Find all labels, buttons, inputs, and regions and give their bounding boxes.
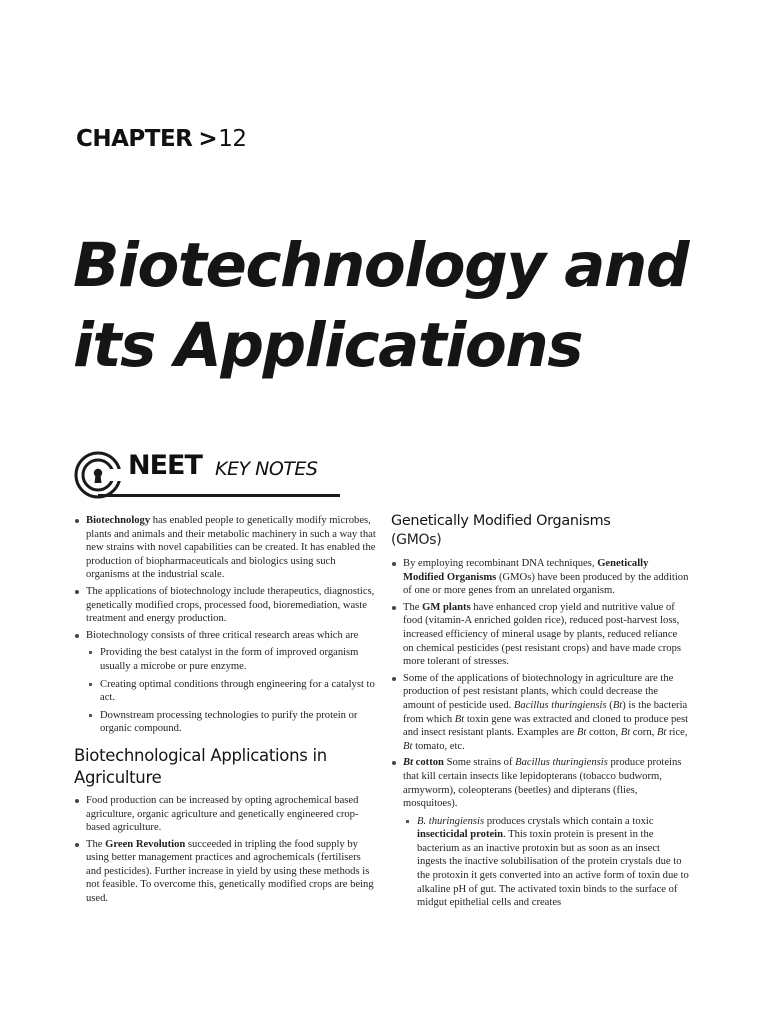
list-item: B. thuringiensis produces crystals which contain a toxic insecticidal protein. This toxin protein is present in the bacterium as an inactive protoxin but as soon as an insect ingests the inactive solubilisation of the protein crystals due to the protoxin it gets converted into an active form of toxin due to alkaline pH of gut. The activated toxin binds to the surface of midgut epithelial cells and creates <box>403 815 690 910</box>
list-item: The Green Revolution succeeded in tripling the food supply by using better management practices and agrochemicals (fertilisers and pesticides). Further increase in yield by using these methods is not feasible. To overcome this, genetically modified crops are being used. <box>74 838 376 906</box>
neet-label: NEET <box>128 450 202 481</box>
section-heading-agriculture: Biotechnological Applications in Agriculture <box>74 745 327 787</box>
bold-term: Bt cotton <box>403 757 444 769</box>
sub-bullet-list <box>86 646 376 736</box>
section-heading-gmo <box>391 512 690 550</box>
list-item: Providing the best catalyst in the form of improved organism usually a microbe or pure enzyme. <box>86 646 376 673</box>
page-title <box>73 226 733 386</box>
gmo-heading-text: Genetically Modified Organisms <box>391 513 611 529</box>
chevron-right-icon: > <box>198 126 218 152</box>
bold-term: Biotechnology <box>86 515 151 526</box>
chapter-label <box>76 126 246 152</box>
intro-bullet-list <box>74 514 376 736</box>
bold-term: GM plants <box>422 601 471 613</box>
list-item: The applications of biotechnology include therapeutics, diagnostics, genetically modified crops, processed food, bioremediation, waste treatment and energy production. <box>74 585 376 626</box>
chapter-number: 12 <box>218 126 247 152</box>
chapter-word: CHAPTER <box>76 126 193 152</box>
bold-term: insecticidal protein <box>417 829 504 841</box>
key-notes-label: KEY NOTES <box>215 458 318 480</box>
list-item: Biotechnology has enabled people to genetically modify microbes, plants and animals and their metabolic machinery in such a way that new strains with novel capabilities can be created. It has enabled the production of biopharmaceuticals and biologics using such organisms at the industrial scale. <box>74 514 376 582</box>
list-item: Downstream processing technologies to purify the protein or organic compound. <box>86 709 376 736</box>
list-item: Some of the applications of biotechnology in agriculture are the production of pest resistant plants, which could decrease the amount of pesticide used. Bacillus thuringiensis (Bt) is the bacteria from which Bt toxin gene was extracted and cloned to produce pest and insect resistant plants. Examples are Bt cotton, Bt corn, Bt rice, Bt tomato, etc. <box>391 672 690 754</box>
list-item: Bt cotton Some strains of Bacillus thuringiensis produce proteins that kill certain insects like lepidopterans (tobacco budworm, armyworm), coleopterans (beetles) and dipterans (flies, mosquitoes). B. thuringiensis produces crystals which contain a toxic insecticidal protein. This toxin protein is present in the bacterium as an inactive protoxin but as soon as an insect ingests the inactive solubilisation of the protein crystals due to the protoxin it gets converted into an active form of toxin due to alkaline pH of gut. The activated toxin binds to the surface of midgut epithelial cells and creates <box>391 756 690 910</box>
left-column <box>74 514 376 909</box>
bold-term: Genetically Modified Organisms <box>403 558 649 583</box>
right-column <box>391 512 690 914</box>
bold-term: Green Revolution <box>105 838 186 850</box>
list-item: Creating optimal conditions through engineering for a catalyst to act. <box>86 678 376 705</box>
sub-bullet-list <box>403 815 690 910</box>
gmo-bullet-list <box>391 557 690 910</box>
title-line-1: Biotechnology and <box>73 230 688 301</box>
list-item: Biotechnology consists of three critical research areas which are Providing the best catalyst in the form of improved organism usually a microbe or pure enzyme. Creating optimal conditions through engineering for a catalyst to act. Downstream processing technologies to purify the protein or organic compound. <box>74 629 376 736</box>
key-notes-banner <box>74 449 344 501</box>
agriculture-bullet-list <box>74 794 376 906</box>
list-item: The GM plants have enhanced crop yield and nutritive value of food (vitamin-A enriched golden rice), reduced post-harvest loss, increased efficiency of mineral usage by plants, reduced reliance on chemical pesticides (pest resistant crops) and have made crops more tolerant of stresses. <box>391 601 690 669</box>
title-line-2: its Applications <box>73 310 583 381</box>
list-item: Food production can be increased by opting agrochemical based agriculture, organic agriculture and genetically engineered crop-based agriculture. <box>74 794 376 835</box>
list-item: By employing recombinant DNA techniques, Genetically Modified Organisms (GMOs) have been produced by the addition of one or more genes from an unrelated organism. <box>391 557 690 598</box>
gmo-heading-sub: (GMOs) <box>391 532 442 548</box>
